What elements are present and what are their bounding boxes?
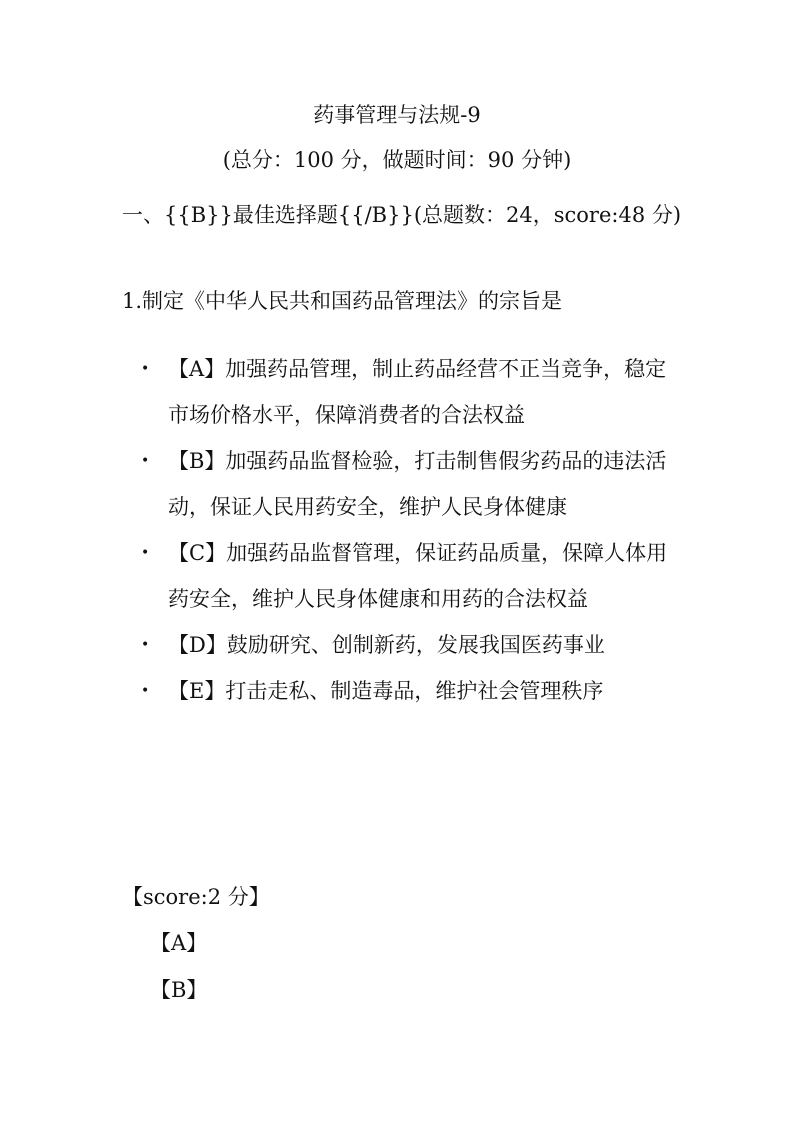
document-title: 药事管理与法规-9 (313, 103, 481, 127)
bullet-icon: • (141, 637, 150, 653)
bullet-icon: • (141, 361, 150, 377)
option-b[interactable] (138, 438, 678, 530)
bullet-icon: • (141, 545, 150, 561)
option-c[interactable] (138, 530, 678, 622)
option-e-text: 【E】打击走私、制造毒品，维护社会管理秩序 (168, 679, 604, 703)
option-d-text: 【D】鼓励研究、创制新药，发展我国医药事业 (168, 633, 605, 657)
section-heading: 一、{{B}}最佳选择题{{/B}}(总题数：24，score:48 分) (122, 203, 682, 227)
document-subtitle: (总分：100 分，做题时间：90 分钟) (222, 148, 572, 172)
bullet-icon: • (141, 453, 150, 469)
question-text: 1.制定《中华人民共和国药品管理法》的宗旨是 (122, 289, 563, 313)
option-list (138, 346, 678, 714)
option-a[interactable] (138, 346, 678, 438)
score-label: 【score:2 分】 (122, 885, 270, 909)
option-d[interactable] (138, 622, 678, 668)
bullet-icon: • (141, 683, 150, 699)
option-a-text: 【A】加强药品管理，制止药品经营不正当竞争，稳定市场价格水平，保障消费者的合法权益 (168, 357, 667, 427)
answer-option-a[interactable]: 【A】 (150, 931, 208, 955)
option-b-text: 【B】加强药品监督检验，打击制售假劣药品的违法活动，保证人民用药安全，维护人民身体健康 (168, 449, 667, 519)
option-c-text: 【C】加强药品监督管理，保证药品质量，保障人体用药安全，维护人民身体健康和用药的合法权益 (168, 541, 668, 611)
option-e[interactable] (138, 668, 678, 714)
answer-option-b[interactable]: 【B】 (150, 978, 208, 1002)
